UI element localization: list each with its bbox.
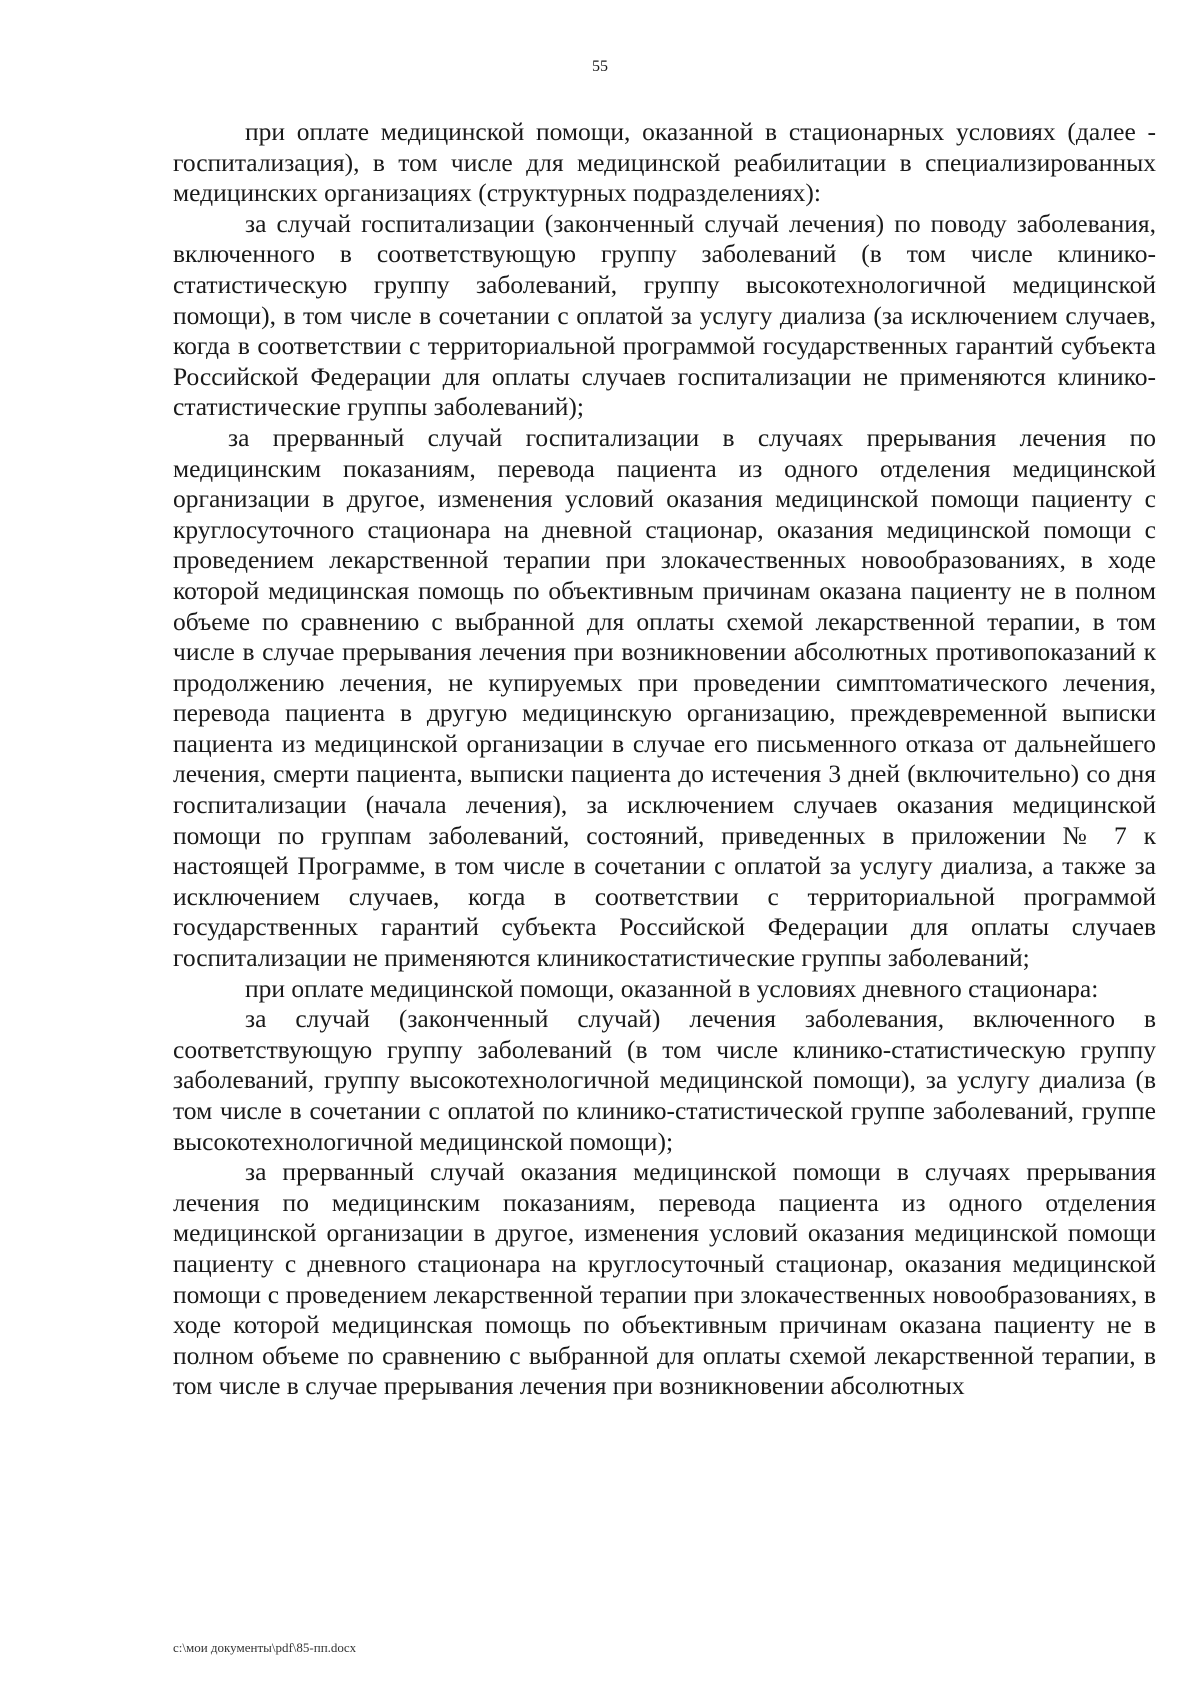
footer-file-path: c:\мои документы\pdf\85-пп.docx <box>173 1640 357 1655</box>
paragraph-day-hospital-payment: при оплате медицинской помощи, оказанной в условиях дневного стационара: <box>245 973 1099 1003</box>
paragraph-completed-hospitalization-case: за случай госпитализации (законченный случай лечения) по поводу заболевания, включенного в соответствующую группу заболеваний (в том числе клинико-статистическую группу заболеваний, группу высокотехнологичной медицинской помощи), в том числе в сочетании с оплатой за услугу диализа (за исключением случаев, когда в соответствии с территориальной программой государственных гарантий субъекта Российской Федерации для оплаты случаев госпитализации не применяются клинико-статистические группы заболеваний); <box>173 208 1156 422</box>
page-number: 55 <box>592 58 608 75</box>
paragraph-day-hospital-completed-case: за случай (законченный случай) лечения заболевания, включенного в соответствующую группу заболеваний (в том числе клинико-статистическую группу заболеваний, группу высокотехнологичной медицинской помощи), за услугу диализа (в том числе в сочетании с оплатой по клинико-статистической группе заболеваний, группе высокотехнологичной медицинской помощи); <box>173 1004 1156 1156</box>
paragraph-day-hospital-interrupted-case: за прерванный случай оказания медицинской помощи в случаях прерывания лечения по медицинским показаниям, перевода пациента из одного отделения медицинской организации в другое, изменения условий оказания медицинской помощи пациенту с дневного стационара на круглосуточный стационар, оказания медицинской помощи с проведением лекарственной терапии при злокачественных новообразованиях, в ходе которой медицинская помощь по объективным причинам оказана пациенту не в полном объеме по сравнению с выбранной для оплаты схемой лекарственной терапии, в том числе в случае прерывания лечения при возникновении абсолютных <box>173 1157 1156 1401</box>
paragraph-hospitalization-payment: при оплате медицинской помощи, оказанной в стационарных условиях (далее - госпитализация), в том числе для медицинской реабилитации в специализированных медицинских организациях (структурных подразделениях): <box>173 117 1156 208</box>
paragraph-interrupted-hospitalization-case: за прерванный случай госпитализации в случаях прерывания лечения по медицинским показаниям, перевода пациента из одного отделения медицинской организации в другое, изменения условий оказания медицинской помощи пациенту с круглосуточного стационара на дневной стационар, оказания медицинской помощи с проведением лекарственной терапии при злокачественных новообразованиях, в ходе которой медицинская помощь по объективным причинам оказана пациенту не в полном объеме по сравнению с выбранной для оплаты схемой лекарственной терапии, в том числе в случае прерывания лечения при возникновении абсолютных противопоказаний к продолжению лечения, не купируемых при проведении симптоматического лечения, перевода пациента в другую медицинскую организацию, преждевременной выписки пациента из медицинской организации в случае его письменного отказа от дальнейшего лечения, смерти пациента, выписки пациента до истечения 3 дней (включительно) со дня госпитализации (начала лечения), за исключением случаев оказания медицинской помощи по группам заболеваний, состояний, приведенных в приложении № 7 к настоящей Программе, в том числе в сочетании с оплатой за услугу диализа, а также за исключением случаев, когда в соответствии с территориальной программой государственных гарантий субъекта Российской Федерации для оплаты случаев госпитализации не применяются клиникостатистические группы заболеваний; <box>173 422 1156 973</box>
document-body <box>173 117 1156 1402</box>
